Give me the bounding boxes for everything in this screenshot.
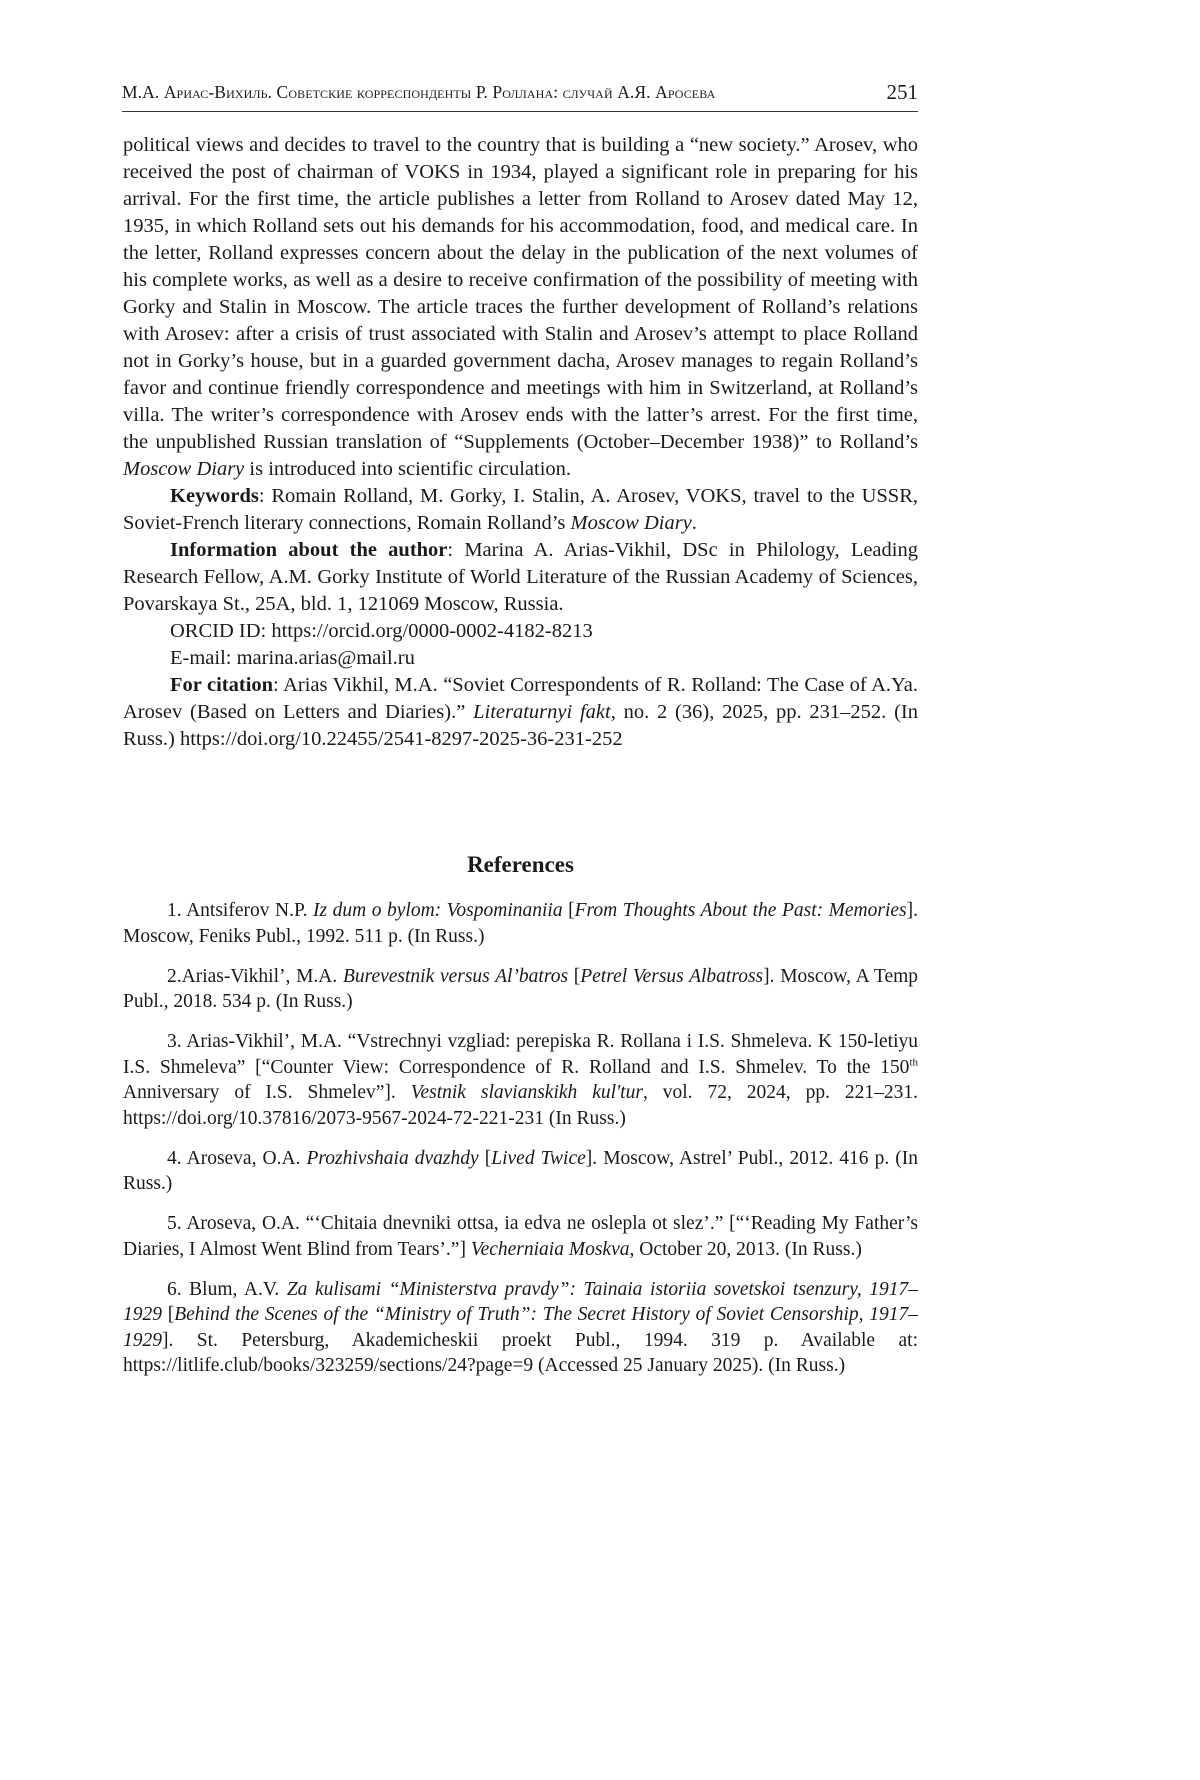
ref-italic: Vestnik slavianskikh kul'tur bbox=[410, 1082, 643, 1103]
ref-italic: Vecherniaia Moskva bbox=[470, 1238, 630, 1260]
reference-item-6 bbox=[123, 1277, 918, 1379]
ref-text: 6. Blum, A.V. bbox=[167, 1278, 287, 1300]
ref-italic: Prozhivshaia dvazhdy bbox=[306, 1147, 479, 1169]
email-line: E-mail: marina.arias@mail.ru bbox=[170, 647, 415, 669]
abstract-text: political views and decides to travel to the country that is building a “new society.” Arosev, who received the post of chairman of VOKS in 1934, played a significant role in preparing for his arrival. For the first time, the article publishes a letter from Rolland to Arosev dated May 12, 1935, in which Rolland sets out his demands for his accommodation, food, and medical care. In the letter, Rolland expresses concern about the delay in the publication of the next volumes of his complete works, as well as a desire to receive confirmation of the possibility of meeting with Gorky and Stalin in Moscow. The article traces the further development of Rolland’s relations with Arosev: after a crisis of trust associated with Stalin and Arosev’s attempt to place Rolland not in Gorky’s house, but in a guarded government dacha, Arosev manages to regain Rolland’s favor and continue friendly correspondence and meetings with him in Switzerland, at Rolland’s villa. The writer’s correspondence with Arosev ends with the latter’s arrest. For the first time, the unpublished Russian translation of “Supplements (October–December 1938)” to Rolland’s bbox=[123, 134, 918, 453]
keywords-label: Keywords bbox=[170, 485, 259, 507]
citation-end: , no. 2 (36), 2025, pp. 231–252. (In Russ.) https://doi.org/10.22455/2541-8297-2025-36-231-252 bbox=[123, 701, 918, 750]
ref-italic: Petrel Versus Albatross bbox=[580, 965, 764, 987]
abstract-paragraph bbox=[123, 132, 918, 483]
ref-text: 4. Aroseva, O.A. bbox=[167, 1147, 307, 1169]
orcid-line: ORCID ID: https://orcid.org/0000-0002-4182-8213 bbox=[170, 620, 593, 642]
ref-text: 1. Antsiferov N.P. bbox=[167, 900, 314, 921]
ref-text: ]. Moscow, Feniks Publ., 1992. 511 p. (In Russ.) bbox=[123, 900, 918, 947]
keywords-text: : Romain Rolland, M. Gorky, I. Stalin, A. Arosev, VOKS, travel to the USSR, Soviet-French literary connections, Romain Rolland’s bbox=[123, 485, 918, 534]
ref-text: Anniversary of I.S. Shmelev”]. bbox=[123, 1082, 411, 1103]
ref-text: 5. Aroseva, O.A. “‘Chitaia dnevniki ottsa, ia edva ne oslepla ot slez’.” [“‘Reading My Father’s Diaries, I Almost Went Blind from Tears’.”] bbox=[123, 1213, 918, 1260]
references-heading: References bbox=[467, 852, 574, 877]
ref-text: 2.Arias-Vikhil’, M.A. bbox=[167, 965, 343, 987]
author-info-label: Information about the author bbox=[170, 539, 448, 561]
reference-item-3 bbox=[123, 1029, 918, 1131]
references-list bbox=[123, 898, 918, 1393]
running-title: М.А. Ариас-Вихиль. Советские корреспонденты Р. Роллана: случай А.Я. Аросева bbox=[122, 82, 716, 102]
citation-text: : Arias Vikhil, M.A. “Soviet Correspondents of R. Rolland: The Case of A.Ya. Arosev (Based on Letters and Diaries).” bbox=[123, 674, 919, 723]
ref-text: ]. St. Petersburg, Akademicheskii proekt Publ., 1994. 319 p. Available at: https://litlife.club/books/323259/sections/24?page=9 (Accessed 25 January 2025). (In Russ.) bbox=[123, 1329, 918, 1376]
ref-text: [ bbox=[162, 1304, 175, 1325]
running-header bbox=[122, 74, 918, 114]
reference-item-4 bbox=[123, 1146, 918, 1197]
author-info-text: : Marina A. Arias-Vikhil, DSc in Philology, Leading Research Fellow, A.M. Gorky Institute of World Literature of the Russian Academy of Sciences, Povarskaya St., 25A, bld. 1, 121069 Moscow, Russia. bbox=[123, 539, 918, 615]
article-front-matter bbox=[123, 132, 918, 753]
ref-italic: Za kulisami “Ministerstva pravdy”: Tainaia istoriia sovetskoi tsenzury, 1917–1929 bbox=[123, 1278, 918, 1325]
header-rule bbox=[122, 111, 918, 112]
ref-text: , October 20, 2013. (In Russ.) bbox=[629, 1238, 862, 1260]
keywords-italic: Moscow Diary bbox=[570, 512, 692, 534]
ref-text: 3. Arias-Vikhil’, M.A. “Vstrechnyi vzgliad: perepiska R. Rollana i I.S. Shmeleva. K 150-letiyu I.S. Shmeleva” [“Counter View: Correspondence of R. Rolland and I.S. Shmelev. To the 150 bbox=[123, 1031, 918, 1078]
citation-paragraph bbox=[123, 672, 918, 753]
ref-text: [ bbox=[562, 900, 575, 921]
ref-text: ]. Moscow, Astrel’ Publ., 2012. 416 p. (In Russ.) bbox=[123, 1147, 918, 1194]
ref-italic: From Thoughts About the Past: Memories bbox=[574, 900, 907, 921]
ref-superscript: th bbox=[909, 1056, 918, 1068]
keywords-end: . bbox=[691, 512, 697, 534]
author-info-paragraph bbox=[123, 537, 918, 618]
reference-item-1 bbox=[123, 898, 918, 949]
citation-journal: Literaturnyi fakt bbox=[473, 701, 611, 723]
abstract-end: is introduced into scientific circulation. bbox=[244, 458, 572, 480]
citation-label: For citation bbox=[170, 674, 274, 696]
ref-italic: Lived Twice bbox=[491, 1147, 586, 1169]
ref-italic: Iz dum o bylom: Vospominaniia bbox=[313, 900, 563, 921]
reference-item-2 bbox=[123, 964, 918, 1015]
keywords-paragraph bbox=[123, 483, 918, 537]
ref-text: , vol. 72, 2024, pp. 221–231. https://doi.org/10.37816/2073-9567-2024-72-221-231 (In Russ.) bbox=[123, 1082, 918, 1129]
ref-text: [ bbox=[478, 1147, 492, 1169]
ref-text: ]. Moscow, A Temp Publ., 2018. 534 p. (In Russ.) bbox=[123, 965, 919, 1012]
ref-italic: Behind the Scenes of the “Ministry of Truth”: The Secret History of Soviet Censorship, 1917–1929 bbox=[123, 1304, 919, 1351]
abstract-italic: Moscow Diary bbox=[123, 458, 245, 480]
ref-text: [ bbox=[568, 965, 581, 987]
page-number: 251 bbox=[886, 80, 918, 104]
reference-item-5 bbox=[123, 1211, 918, 1262]
ref-italic: Burevestnik versus Al’batros bbox=[342, 965, 569, 987]
